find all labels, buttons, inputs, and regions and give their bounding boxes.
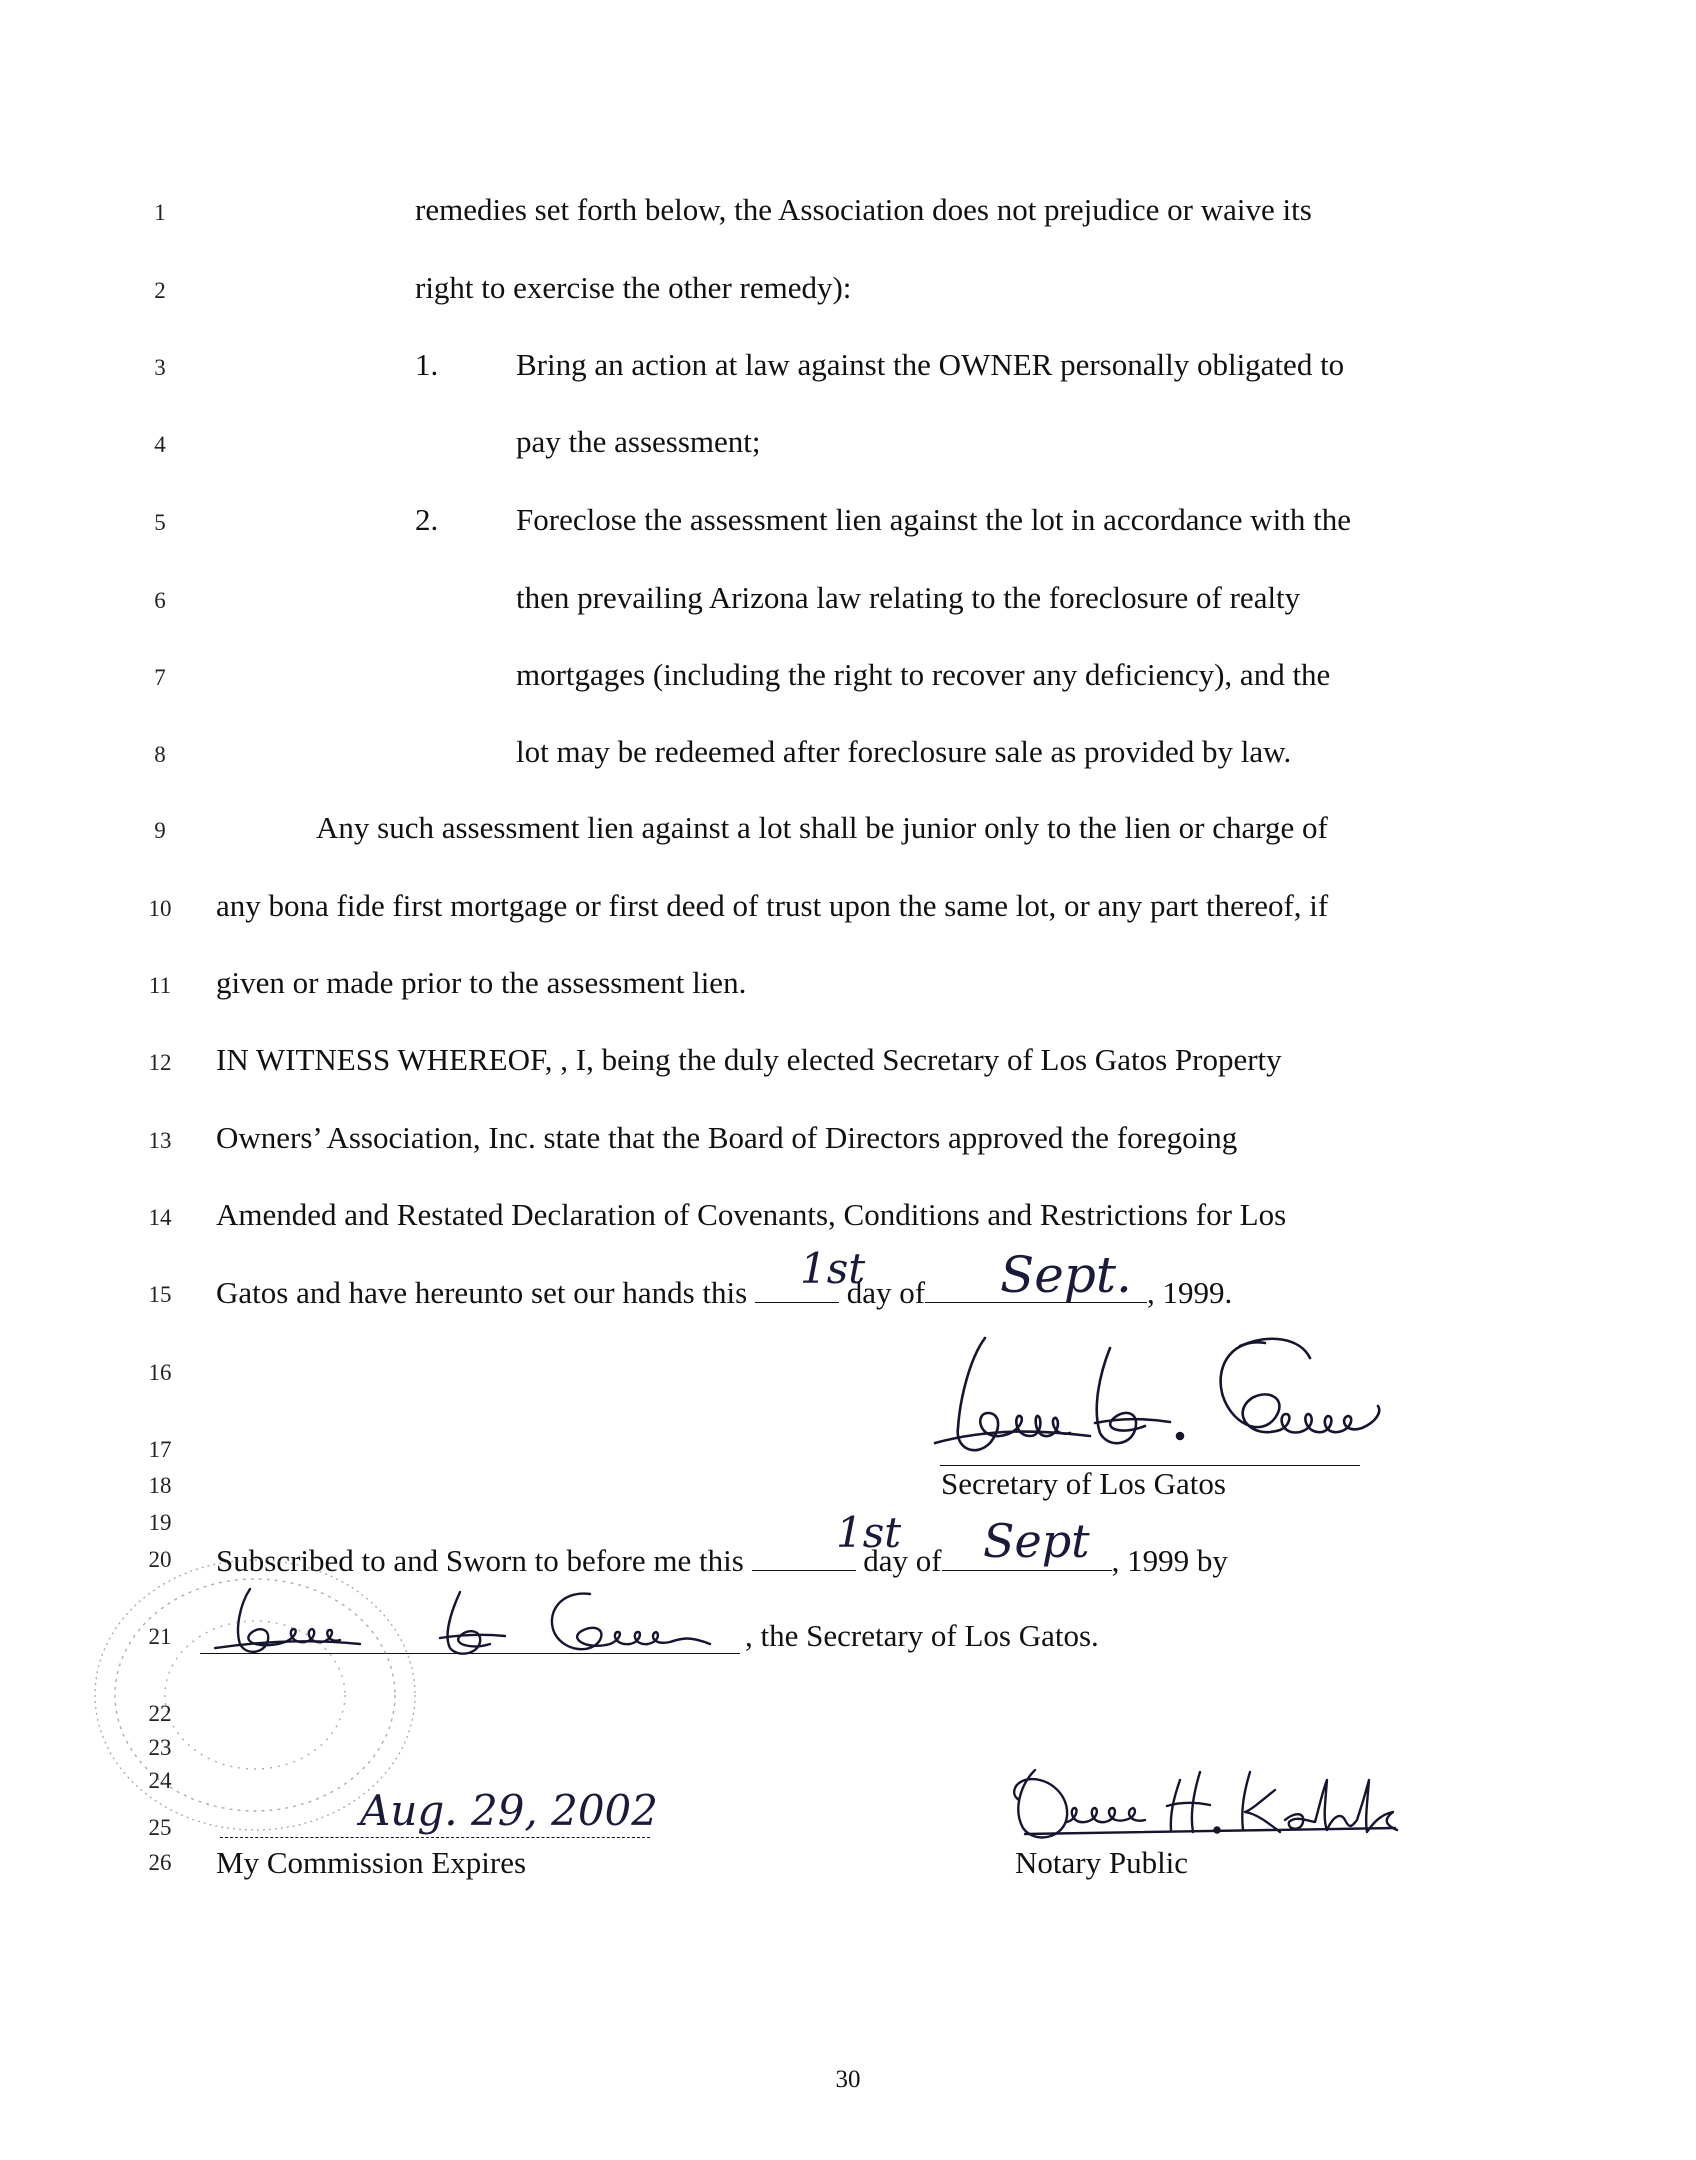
text-line-10: any bona fide first mortgage or first deed of trust upon the same lot, or any part thereof, if (216, 888, 1329, 923)
text-line-11: given or made prior to the assessment lien. (216, 965, 747, 1000)
signature-line (220, 1837, 650, 1838)
text-line-12: IN WITNESS WHEREOF, , I, being the duly elected Secretary of Los Gatos Property (216, 1042, 1282, 1077)
handwritten-month: Sept. (1000, 1246, 1132, 1304)
line-number: 16 (148, 1360, 172, 1385)
notary-public-label: Notary Public (1015, 1845, 1189, 1880)
line-number: 19 (148, 1510, 172, 1535)
line-number: 17 (148, 1437, 172, 1462)
line-number: 4 (154, 432, 166, 457)
line-number: 10 (148, 896, 172, 921)
line-number: 25 (148, 1815, 172, 1840)
line-number: 2 (154, 278, 166, 303)
text-line-5: Foreclose the assessment lien against the lot in accordance with the (516, 502, 1352, 537)
text-line-3: Bring an action at law against the OWNER personally obligated to (516, 347, 1345, 382)
text-segment: day of (846, 1275, 926, 1310)
line-number: 26 (148, 1850, 172, 1875)
list-item-number: 1. (415, 347, 439, 382)
line-number: 11 (148, 973, 172, 998)
text-line-13: Owners’ Association, Inc. state that the Board of Directors approved the foregoing (216, 1120, 1238, 1155)
line-number: 13 (148, 1128, 172, 1153)
line-number: 1 (154, 200, 166, 225)
line-number: 6 (154, 588, 166, 613)
line-number: 9 (154, 818, 166, 843)
handwritten-day: 1st (800, 1244, 866, 1293)
line-number: 22 (148, 1701, 172, 1726)
line-number: 7 (154, 665, 166, 690)
line-number: 18 (148, 1473, 172, 1498)
text-segment: day of (863, 1543, 942, 1578)
handwritten-expiration-date: Aug. 29, 2002 (360, 1786, 658, 1835)
line-number: 12 (148, 1050, 172, 1075)
text-line-4: pay the assessment; (516, 424, 761, 459)
signer-title: Secretary of Los Gatos (941, 1466, 1226, 1501)
line-number: 14 (148, 1205, 172, 1230)
text-segment: , 1999 by (1111, 1543, 1228, 1578)
text-line-14: Amended and Restated Declaration of Covenants, Conditions and Restrictions for Los (216, 1197, 1287, 1232)
line-number: 5 (154, 510, 166, 535)
text-segment: Gatos and have hereunto set our hands this (216, 1275, 748, 1310)
text-line-21: , the Secretary of Los Gatos. (745, 1618, 1099, 1653)
handwritten-day: 1st (836, 1508, 902, 1557)
handwritten-month: Sept (983, 1514, 1090, 1568)
signature-notary (1005, 1750, 1405, 1850)
text-line-7: mortgages (including the right to recover any deficiency), and the (516, 657, 1331, 692)
line-number: 8 (154, 742, 166, 767)
text-line-6: then prevailing Arizona law relating to the foreclosure of realty (516, 580, 1301, 615)
line-number: 20 (148, 1547, 172, 1572)
list-item-number: 2. (415, 502, 439, 537)
line-number: 3 (154, 355, 166, 380)
text-line-2: right to exercise the other remedy): (415, 270, 852, 305)
text-line-1: remedies set forth below, the Association does not prejudice or waive its (415, 192, 1312, 227)
text-segment: , 1999. (1147, 1275, 1233, 1310)
text-line-8: lot may be redeemed after foreclosure sale as provided by law. (516, 734, 1292, 769)
text-line-9: Any such assessment lien against a lot shall be junior only to the lien or charge of (316, 810, 1328, 845)
line-number: 15 (148, 1282, 172, 1307)
line-number: 21 (148, 1624, 172, 1649)
line-number: 23 (148, 1735, 172, 1760)
commission-expires-label: My Commission Expires (216, 1845, 527, 1880)
line-number: 24 (148, 1768, 172, 1793)
signature-secretary (930, 1318, 1420, 1468)
page-number: 30 (835, 2066, 861, 2093)
text-segment: Subscribed to and Sworn to before me this (216, 1543, 744, 1578)
